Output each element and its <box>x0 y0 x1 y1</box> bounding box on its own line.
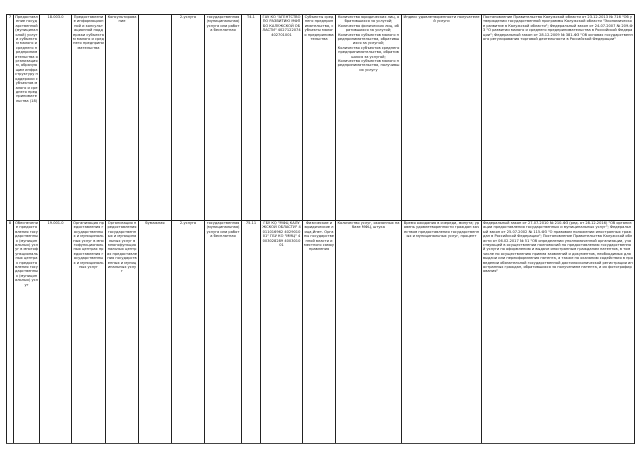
service-name-cell: Предоставление государственной (муниципальной) услуги субъектам малого и среднего предпринимательства организациям, образующим инфраструктуру поддержки субъектов малого и среднего предпринимательства (18) <box>14 15 40 221</box>
bottom-rule <box>6 443 634 444</box>
institution-cell: ГАУ КО "АГЕНТСТВО ПО РАЗВИТИЮ МФПБО КАЛУЖСКОЙ ОБЛАСТИ" 4027122074 402701001 <box>261 15 303 221</box>
payment-cell: государственная (муниципальная) услуга или работа бесплатная <box>205 221 242 444</box>
service-code-cell: 19.001.0 <box>40 221 72 444</box>
volume-indicators-cell: Количество юридических лиц, обратившихся за услугой; Количество физических лиц, обратившихся за услугой; Количество субъектов малого предпринимательства, обратившихся за услугой; Количество субъектов среднего предпринимательства, обратившихся за услугой; Количество субъектов малого предпринимательства, получивших услугу <box>336 15 402 221</box>
service-content-cell: Предоставление информационной и консультационной поддержки субъектам малого и среднего предпринимательства <box>72 15 106 221</box>
table-row <box>7 221 635 444</box>
row-number: 8 <box>7 221 14 444</box>
quality-indicators-cell: Индекс удовлетворенности получателей услуги <box>402 15 482 221</box>
okved-cell: 75.11 <box>242 221 261 444</box>
consumers-cell: Субъекты среднего предпринимательства, субъекты малого предпринимательства <box>303 15 336 221</box>
service-kind-cell: Организация предоставления государственных и муниципальных услуг в многофункциональных центрах предоставления государственных и муниципальных услуг <box>106 221 139 444</box>
registry-table <box>6 14 635 444</box>
institution-cell: ГБУ КО "МФЦ КАЛУЖСКОЙ ОБЛАСТИ" 4011016962 402901001" ГБУ КО "ММЦ" 4003028289 400301001 <box>261 221 303 444</box>
service-content-cell: Организация предоставления государственных и муниципальных услуг в многофункциональных центрах предоставления государственных и муниципальных услуг <box>72 221 106 444</box>
service-name-cell: Обеспечение предоставления государственных (муниципальных) услуг в многофункциональных центрах предоставления государственных (муниципальных) услуг <box>14 221 40 444</box>
service-type-cell: 2-услуга <box>172 221 205 444</box>
okved-cell: Т4.1 <box>242 15 261 221</box>
payment-cell: государственная (муниципальная) услуга или работа бесплатная <box>205 15 242 221</box>
service-kind-cell: Консультирование <box>106 15 139 221</box>
service-form-cell <box>139 15 172 221</box>
service-form-cell: бумажная <box>139 221 172 444</box>
quality-indicators-cell: Время ожидания в очереди, минута; уровень удовлетворенности граждан качеством предоставления государственных и муниципальных услуг, процент <box>402 221 482 444</box>
volume-indicators-cell: Количество услуг, оказанных на базе МФЦ, штука <box>336 221 402 444</box>
service-type-cell: 2-услуга <box>172 15 205 221</box>
row-number: 7 <box>7 15 14 221</box>
legal-basis-cell: Федеральный закон от 27.07.2010 № 210-ФЗ (ред. от 28.12.2016) "Об организации предоставления государственных и муниципальных услуг"; Федеральный закон от 25.07.2002 № 115-ФЗ "О правовом положении иностранных граждан в Российской Федерации"; Постановление Правительства Калужской области от 06.02.2017 № 51 "Об определении уполномоченной организации, участвующей в осуществлении полномочий по предоставлению государственной услуги по оформлению и выдаче иностранным гражданам патентов, в том числе по осуществлению приема заявлений и документов, необходимых для выдачи или переоформления патента, а также по оказанию содействия в проведении обязательной государственной дактилоскопической регистрации иностранных граждан, обратившихся за получением патента, и их фотографирования" <box>482 221 635 444</box>
legal-basis-cell: Постановление Правительства Калужской области от 23.12.2013 № 716 "Об утверждении государственной программы Калужской области "Экономическое развитие в Калужской области"; Федеральный закон от 24.07.2007 № 209-ФЗ "О развитии малого и среднего предпринимательства в Российской Федерации"; Федеральный закон от 28.12.2009 № 381-ФЗ "Об основах государственного регулирования торговой деятельности в Российской Федерации" <box>482 15 635 221</box>
service-code-cell: 18.003.0 <box>40 15 72 221</box>
consumers-cell: Физические и юридические лица,Инет. Органы государственной власти и местного самоуправления <box>303 221 336 444</box>
table-row <box>7 15 635 221</box>
